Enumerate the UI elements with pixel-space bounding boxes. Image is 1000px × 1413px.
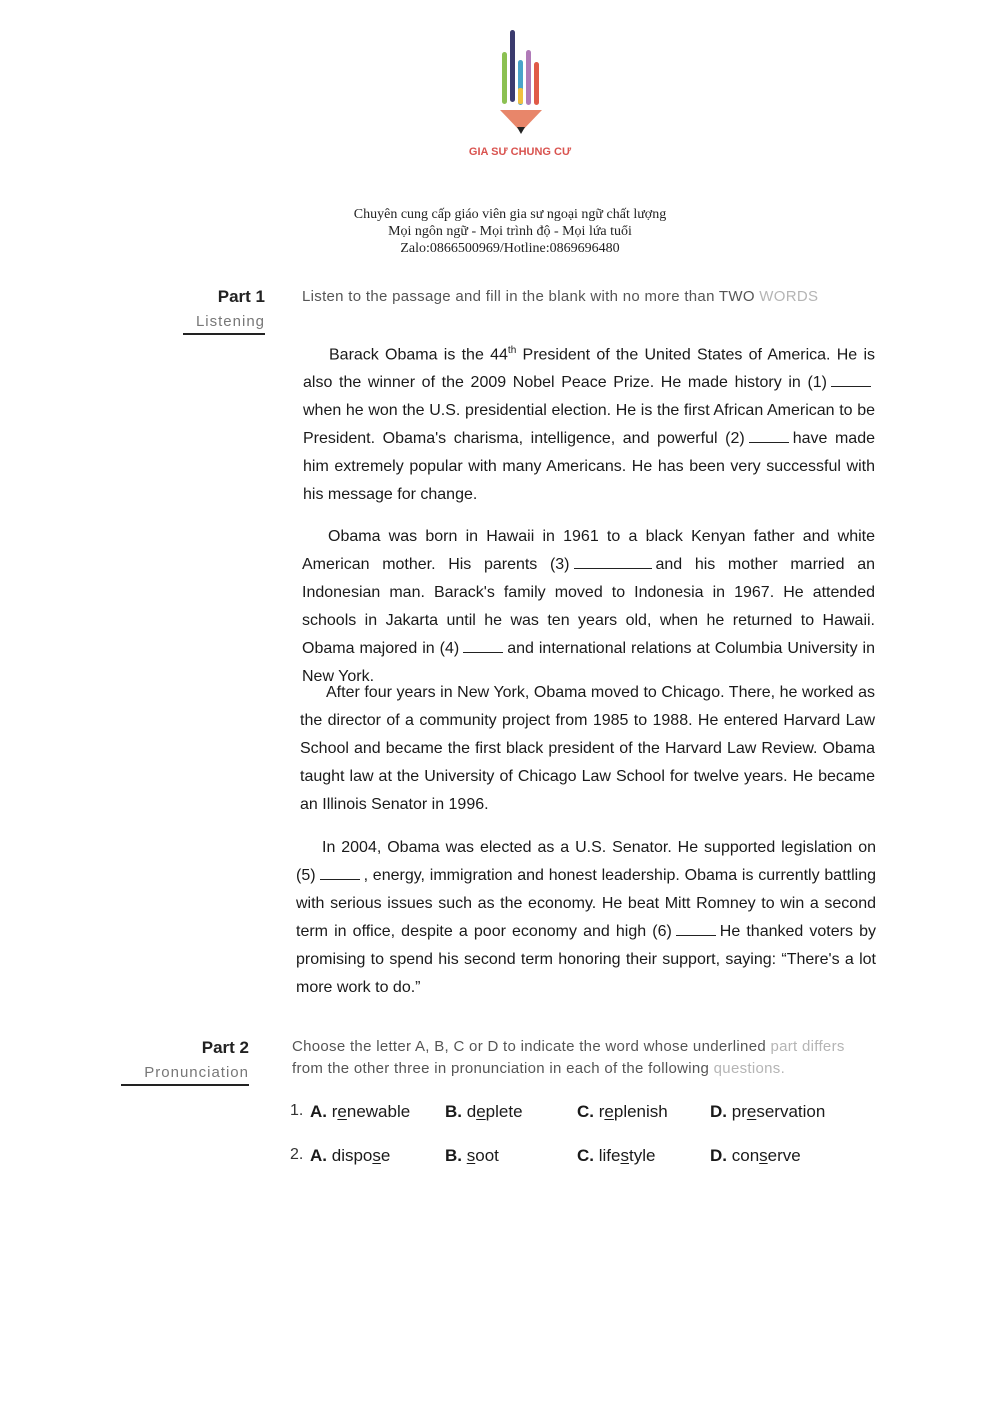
part1-number: Part 1	[217, 287, 265, 306]
option-b[interactable]: B. deplete	[445, 1102, 523, 1121]
option-a[interactable]: A. dispose	[310, 1146, 391, 1165]
tagline	[250, 206, 770, 257]
p2-text-c: and international relations at Columbia University in New York.	[302, 640, 875, 685]
part2-instruction	[292, 1036, 852, 1080]
p4-text-c: He thanked voters by promising to spend his second term honoring their support, saying: “There's a lot more work to do.”	[296, 923, 876, 996]
question-number: 1.	[290, 1102, 304, 1119]
tagline-line: Mọi ngôn ngữ - Mọi trình độ - Mọi lứa tuổi	[388, 224, 632, 239]
p1-sup: th	[507, 345, 517, 356]
blank-5[interactable]	[320, 867, 360, 880]
option-d[interactable]: D. conserve	[710, 1146, 801, 1165]
p4-text-b: , energy, immigration and honest leadership. Obama is currently battling with serious issues such as the economy. He beat Mitt Romney to win a second term in office, despite a poor economy and high (6)	[296, 867, 876, 940]
part2-instruction-line2-faded: questions.	[713, 1060, 786, 1077]
option-c[interactable]: C. replenish	[577, 1102, 668, 1121]
p1-text-a: Barack Obama is the 44	[329, 346, 508, 364]
blank-4[interactable]	[463, 640, 503, 653]
p4-text-a: In 2004, Obama was elected as a U.S. Senator. He supported legislation on (5)	[296, 839, 876, 884]
question-number: 2.	[290, 1146, 304, 1163]
paragraph-4	[296, 834, 876, 1002]
tagline-line: Zalo:0866500969/Hotline:0869696480	[400, 241, 620, 256]
brand-name: GIA SƯ CHUNG CƯ	[468, 146, 572, 158]
part2-instruction-line2: from the other three in pronunciation in each of the following	[292, 1060, 710, 1077]
part2-name: Pronunciation	[121, 1064, 249, 1086]
logo-bar	[502, 52, 507, 104]
logo-bar	[510, 30, 515, 102]
option-c[interactable]: C. lifestyle	[577, 1146, 656, 1165]
option-a[interactable]: A. renewable	[310, 1102, 411, 1121]
part1-instruction-faded: WORDS	[759, 288, 819, 305]
paragraph-1	[303, 337, 875, 509]
pencil-bars-logo-icon	[490, 30, 560, 145]
p1-text-c: when he won the U.S. presidential election. He is the first African American to be President. Obama's charisma, intelligence, and powerful (2)	[303, 402, 875, 448]
logo-pencil-lead	[517, 127, 525, 134]
part2-instruction-line1: Choose the letter A, B, C or D to indicate the word whose underlined	[292, 1038, 766, 1055]
tagline-line: Chuyên cung cấp giáo viên gia sư ngoại ngữ chất lượng	[353, 207, 667, 222]
part1-label	[183, 287, 265, 335]
option-d[interactable]: D. preservation	[710, 1102, 826, 1121]
logo-bar	[518, 88, 523, 104]
blank-1[interactable]	[831, 374, 871, 387]
part2-number: Part 2	[201, 1038, 249, 1057]
p1-text-b: President of the United States of America. He is also the winner of the 2009 Nobel Peace Prize. He made history in (1)	[303, 346, 876, 392]
paragraph-3	[300, 679, 875, 819]
p2-text-a: Obama was born in Hawaii in 1961 to a black Kenyan father and white American mother. His parents (3)	[302, 528, 875, 573]
blank-6[interactable]	[676, 923, 716, 936]
p3-text-a: After four years in New York, Obama moved to Chicago. There, he worked as the director of a community project from 1985 to 1988. He entered Harvard Law School and became the first black president of the Harvard Law Review. Obama taught law at the University of Chicago Law School for twelve years. He became an Illinois Senator in 1996.	[300, 684, 875, 813]
blank-2[interactable]	[749, 430, 789, 443]
paragraph-2	[302, 523, 875, 691]
part2-instruction-line1-faded: part differs	[770, 1038, 845, 1055]
part1-instruction	[302, 288, 862, 305]
blank-3[interactable]	[574, 556, 652, 569]
p2-text-b: and his mother married an Indonesian man. Barack's family moved to Indonesia in 1967. He attended schools in Jakarta until he was ten years old, when he returned to Hawaii. Obama majored in (4)	[302, 556, 875, 657]
part1-instruction-text: Listen to the passage and fill in the blank with no more than TWO	[302, 288, 755, 305]
logo-bar	[526, 50, 531, 105]
logo-bar	[534, 62, 539, 105]
option-b[interactable]: B. soot	[445, 1146, 499, 1165]
p1-text-d: have made him extremely popular with many Americans. He has been very successful with his message for change.	[303, 430, 875, 504]
part1-name: Listening	[183, 313, 265, 335]
part2-label	[121, 1038, 249, 1086]
